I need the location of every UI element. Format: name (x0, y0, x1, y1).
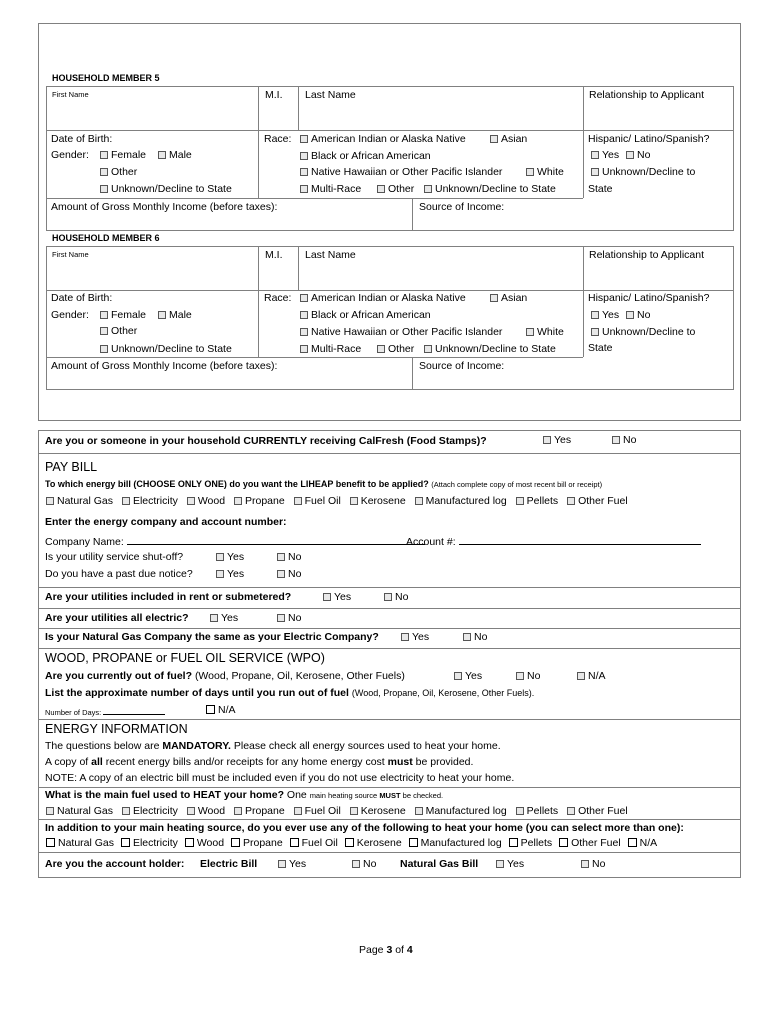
wpo-title: WOOD, PROPANE or FUEL OIL SERVICE (WPO) (45, 651, 325, 665)
addl-fuel-natural-gas[interactable]: Natural Gas (46, 837, 114, 849)
member6-hispanic-yes-checkbox[interactable]: Yes (591, 309, 619, 321)
checkbox-icon (294, 497, 302, 505)
member6-race-asian-checkbox[interactable]: Asian (490, 292, 527, 304)
checkbox-icon (454, 672, 462, 680)
member5-hispanic-state-text: State (588, 183, 613, 195)
rent-no-checkbox[interactable]: No (384, 591, 408, 603)
main-fuel-other[interactable]: Other Fuel (567, 805, 628, 817)
paybill-shutoff-yes-checkbox[interactable]: Yes (216, 551, 244, 563)
page-number: Page 3 of 4 (359, 944, 413, 956)
checkbox-icon (46, 497, 54, 505)
checkbox-icon (216, 553, 224, 561)
checkbox-icon (350, 807, 358, 815)
checkbox-icon (277, 553, 285, 561)
checkbox-icon (577, 672, 585, 680)
checkbox-icon (300, 311, 308, 319)
account-holder-question: Are you the account holder: (45, 858, 185, 870)
energy-title: ENERGY INFORMATION (45, 722, 188, 736)
member5-hispanic-no-checkbox[interactable]: No (626, 149, 650, 161)
member6-female-checkbox[interactable]: Female (100, 309, 146, 321)
member5-race-native-checkbox[interactable]: American Indian or Alaska Native (300, 133, 466, 145)
checkbox-icon (516, 497, 524, 505)
checkbox-icon (496, 860, 504, 868)
paybill-fuel-pellets[interactable]: Pellets (516, 495, 559, 507)
member6-race-multi-checkbox[interactable]: Multi-Race (300, 343, 361, 355)
paybill-pastdue-question: Do you have a past due notice? (45, 568, 193, 580)
checkbox-icon (122, 807, 130, 815)
member6-other-checkbox[interactable]: Other (100, 325, 137, 337)
checkbox-icon (100, 311, 108, 319)
checkbox-icon (187, 497, 195, 505)
checkbox-icon (100, 345, 108, 353)
addl-fuel-manufactured-log[interactable]: Manufactured log (409, 837, 502, 849)
member5-unknown-checkbox[interactable]: Unknown/Decline to State (100, 183, 232, 195)
main-fuel-natural-gas[interactable]: Natural Gas (46, 805, 113, 817)
wpo-yes-checkbox[interactable]: Yes (454, 670, 482, 682)
checkbox-icon (100, 168, 108, 176)
checkbox-icon (278, 860, 286, 868)
checkbox-icon (352, 860, 360, 868)
checkbox-icon (300, 185, 308, 193)
electric-bill-yes-checkbox[interactable]: Yes (278, 858, 306, 870)
main-fuel-fuel-oil[interactable]: Fuel Oil (294, 805, 341, 817)
checkbox-icon (323, 593, 331, 601)
member5-dob-field[interactable]: Date of Birth: (51, 133, 113, 145)
member6-last-name-field[interactable]: Last Name (305, 249, 356, 261)
checkbox-icon (409, 838, 418, 847)
rent-yes-checkbox[interactable]: Yes (323, 591, 351, 603)
member5-race-black-checkbox[interactable]: Black or African American (300, 150, 431, 162)
checkbox-icon (294, 807, 302, 815)
addl-fuel-na[interactable]: N/A (628, 837, 658, 849)
checkbox-icon (300, 135, 308, 143)
paybill-fuel-options (46, 495, 628, 507)
checkbox-icon (415, 497, 423, 505)
main-fuel-manufactured-log[interactable]: Manufactured log (415, 805, 507, 817)
paybill-pastdue-no-checkbox[interactable]: No (277, 568, 301, 580)
paybill-fuel-natural-gas[interactable]: Natural Gas (46, 495, 113, 507)
paybill-fuel-electricity[interactable]: Electricity (122, 495, 178, 507)
member6-heading: HOUSEHOLD MEMBER 6 (52, 233, 160, 243)
checkbox-icon (100, 327, 108, 335)
paybill-fuel-fuel-oil[interactable]: Fuel Oil (294, 495, 341, 507)
checkbox-icon (345, 838, 354, 847)
checkbox-icon (516, 672, 524, 680)
member5-male-checkbox[interactable]: Male (158, 149, 192, 161)
member5-female-checkbox[interactable]: Female (100, 149, 146, 161)
paybill-shutoff-no-checkbox[interactable]: No (277, 551, 301, 563)
additional-fuel-question: In addition to your main heating source, do you ever use any of the following to heat your home (you can select more than one): (45, 822, 684, 834)
member5-hispanic-label: Hispanic/ Latino/Spanish? (588, 133, 710, 145)
checkbox-icon (591, 151, 599, 159)
calfresh-yes-checkbox[interactable]: Yes (543, 434, 571, 446)
paybill-title: PAY BILL (45, 460, 98, 474)
member5-hispanic-unknown-checkbox[interactable]: Unknown/Decline to (591, 166, 695, 178)
energy-copy-text: A copy of all recent energy bills and/or receipts for any home energy cost must be provided. (45, 756, 474, 768)
paybill-fuel-kerosene[interactable]: Kerosene (350, 495, 406, 507)
member5-gender-label: Gender: (51, 149, 89, 161)
checkbox-icon (377, 185, 385, 193)
member5-race-asian-checkbox[interactable]: Asian (490, 133, 527, 145)
member5-race-white-checkbox[interactable]: White (526, 166, 564, 178)
checkbox-icon (350, 497, 358, 505)
rent-question: Are your utilities included in rent or submetered? (45, 591, 292, 603)
addl-fuel-other[interactable]: Other Fuel (559, 837, 621, 849)
member6-race-black-checkbox[interactable]: Black or African American (300, 309, 431, 321)
addl-fuel-fuel-oil[interactable]: Fuel Oil (290, 837, 338, 849)
checkbox-icon (384, 593, 392, 601)
wpo-days-field[interactable]: Number of Days: (45, 707, 165, 717)
checkbox-icon (424, 345, 432, 353)
member5-race-hawaiian-checkbox[interactable]: Native Hawaiian or Other Pacific Islander (300, 166, 502, 178)
checkbox-icon (231, 838, 240, 847)
paybill-company-name-field[interactable]: Company Name: (45, 535, 425, 548)
checkbox-icon (206, 705, 215, 714)
energy-mandatory-text: The questions below are MANDATORY. Please check all energy sources used to heat your home. (45, 740, 501, 752)
member6-unknown-checkbox[interactable]: Unknown/Decline to State (100, 343, 232, 355)
paybill-shutoff-question: Is your utility service shut-off? (45, 551, 184, 563)
all-electric-yes-checkbox[interactable]: Yes (210, 612, 238, 624)
checkbox-icon (612, 436, 620, 444)
member6-source-field[interactable]: Source of Income: (419, 360, 505, 372)
checkbox-icon (567, 807, 575, 815)
member5-source-field[interactable]: Source of Income: (419, 201, 505, 213)
all-electric-no-checkbox[interactable]: No (277, 612, 301, 624)
main-fuel-options (46, 805, 628, 817)
main-fuel-question: What is the main fuel used to HEAT your home? One main heating source MUST be checked. (45, 789, 444, 801)
member6-hispanic-unknown-checkbox[interactable]: Unknown/Decline to (591, 326, 695, 338)
main-fuel-propane[interactable]: Propane (234, 805, 285, 817)
checkbox-icon (401, 633, 409, 641)
paybill-question: To which energy bill (CHOOSE ONLY ONE) do you want the LIHEAP benefit to be applied? (Attach complete copy of most recent bill or receipt) (45, 479, 603, 489)
calfresh-no-checkbox[interactable]: No (612, 434, 636, 446)
member6-race-unknown-checkbox[interactable]: Unknown/Decline to State (424, 343, 556, 355)
checkbox-icon (626, 311, 634, 319)
member6-gender-label: Gender: (51, 309, 89, 321)
checkbox-icon (591, 168, 599, 176)
additional-fuel-options (46, 837, 657, 849)
checkbox-icon (581, 860, 589, 868)
checkbox-icon (277, 614, 285, 622)
member5-heading: HOUSEHOLD MEMBER 5 (52, 73, 160, 83)
energy-note-text: NOTE: A copy of an electric bill must be included even if you do not use electricity to heat your home. (45, 772, 515, 784)
addl-fuel-kerosene[interactable]: Kerosene (345, 837, 402, 849)
checkbox-icon (591, 328, 599, 336)
checkbox-icon (526, 168, 534, 176)
checkbox-icon (216, 570, 224, 578)
checkbox-icon (463, 633, 471, 641)
gas-bill-no-checkbox[interactable]: No (581, 858, 605, 870)
checkbox-icon (526, 328, 534, 336)
electric-bill-no-checkbox[interactable]: No (352, 858, 376, 870)
checkbox-icon (122, 497, 130, 505)
checkbox-icon (490, 294, 498, 302)
checkbox-icon (300, 168, 308, 176)
member6-income-field[interactable]: Amount of Gross Monthly Income (before taxes): (51, 360, 278, 372)
checkbox-icon (46, 838, 55, 847)
checkbox-icon (185, 838, 194, 847)
calfresh-question: Are you or someone in your household CURRENTLY receiving CalFresh (Food Stamps)? (45, 435, 487, 447)
gas-bill-yes-checkbox[interactable]: Yes (496, 858, 524, 870)
checkbox-icon (591, 311, 599, 319)
checkbox-icon (516, 807, 524, 815)
member5-last-name-field[interactable]: Last Name (305, 89, 356, 101)
checkbox-icon (300, 294, 308, 302)
checkbox-icon (210, 614, 218, 622)
checkbox-icon (377, 345, 385, 353)
member6-race-hawaiian-checkbox[interactable]: Native Hawaiian or Other Pacific Islander (300, 326, 502, 338)
same-company-no-checkbox[interactable]: No (463, 631, 487, 643)
member5-other-checkbox[interactable]: Other (100, 166, 137, 178)
member5-relationship-field[interactable]: Relationship to Applicant (589, 89, 704, 101)
main-fuel-wood[interactable]: Wood (187, 805, 225, 817)
checkbox-icon (490, 135, 498, 143)
addl-fuel-electricity[interactable]: Electricity (121, 837, 178, 849)
all-electric-question: Are your utilities all electric? (45, 612, 189, 624)
checkbox-icon (415, 807, 423, 815)
addl-fuel-wood[interactable]: Wood (185, 837, 224, 849)
member5-mi-field[interactable]: M.I. (265, 89, 283, 101)
member5-race-label: Race: (264, 133, 292, 145)
checkbox-icon (158, 151, 166, 159)
checkbox-icon (300, 328, 308, 336)
checkbox-icon (234, 497, 242, 505)
paybill-fuel-manufactured-log[interactable]: Manufactured log (415, 495, 507, 507)
member6-first-name-field[interactable]: First Name (52, 250, 89, 259)
checkbox-icon (158, 311, 166, 319)
checkbox-icon (234, 807, 242, 815)
member5-race-unknown-checkbox[interactable]: Unknown/Decline to State (424, 183, 556, 195)
wpo-out-of-fuel-question: Are you currently out of fuel? (Wood, Propane, Oil, Kerosene, Other Fuels) (45, 670, 405, 682)
member6-race-label: Race: (264, 292, 292, 304)
paybill-pastdue-yes-checkbox[interactable]: Yes (216, 568, 244, 580)
paybill-fuel-wood[interactable]: Wood (187, 495, 225, 507)
checkbox-icon (424, 185, 432, 193)
checkbox-icon (567, 497, 575, 505)
checkbox-icon (121, 838, 130, 847)
member5-race-multi-checkbox[interactable]: Multi-Race (300, 183, 361, 195)
member6-race-white-checkbox[interactable]: White (526, 326, 564, 338)
member5-hispanic-yes-checkbox[interactable]: Yes (591, 149, 619, 161)
paybill-account-field[interactable]: Account #: (406, 535, 701, 548)
checkbox-icon (628, 838, 637, 847)
checkbox-icon (277, 570, 285, 578)
paybill-fuel-other[interactable]: Other Fuel (567, 495, 628, 507)
wpo-days-na-checkbox[interactable]: N/A (206, 704, 236, 716)
member6-male-checkbox[interactable]: Male (158, 309, 192, 321)
electric-bill-label: Electric Bill (200, 858, 258, 870)
checkbox-icon (187, 807, 195, 815)
checkbox-icon (543, 436, 551, 444)
wpo-na-checkbox[interactable]: N/A (577, 670, 606, 682)
gas-bill-label: Natural Gas Bill (400, 858, 479, 870)
addl-fuel-pellets[interactable]: Pellets (509, 837, 553, 849)
member5-first-name-field[interactable]: First Name (52, 90, 89, 99)
paybill-fuel-propane[interactable]: Propane (234, 495, 285, 507)
checkbox-icon (300, 345, 308, 353)
member5-race-other-checkbox[interactable]: Other (377, 183, 414, 195)
checkbox-icon (300, 152, 308, 160)
checkbox-icon (100, 151, 108, 159)
checkbox-icon (46, 807, 54, 815)
main-fuel-kerosene[interactable]: Kerosene (350, 805, 406, 817)
checkbox-icon (509, 838, 518, 847)
wpo-days-question: List the approximate number of days until you run out of fuel (Wood, Propane, Oil, Kerosene, Other Fuels). (45, 687, 535, 699)
wpo-no-checkbox[interactable]: No (516, 670, 540, 682)
member6-hispanic-state-text: State (588, 342, 613, 354)
paybill-enter-company: Enter the energy company and account number: (45, 516, 287, 528)
addl-fuel-propane[interactable]: Propane (231, 837, 283, 849)
same-company-yes-checkbox[interactable]: Yes (401, 631, 429, 643)
member6-hispanic-no-checkbox[interactable]: No (626, 309, 650, 321)
member6-relationship-field[interactable]: Relationship to Applicant (589, 249, 704, 261)
checkbox-icon (626, 151, 634, 159)
member5-income-field[interactable]: Amount of Gross Monthly Income (before taxes): (51, 201, 278, 213)
main-fuel-pellets[interactable]: Pellets (516, 805, 559, 817)
checkbox-icon (559, 838, 568, 847)
member6-hispanic-label: Hispanic/ Latino/Spanish? (588, 292, 710, 304)
checkbox-icon (290, 838, 299, 847)
checkbox-icon (100, 185, 108, 193)
main-fuel-electricity[interactable]: Electricity (122, 805, 178, 817)
member6-dob-field[interactable]: Date of Birth: (51, 292, 113, 304)
same-company-question: Is your Natural Gas Company the same as your Electric Company? (45, 631, 379, 643)
member6-race-other-checkbox[interactable]: Other (377, 343, 414, 355)
member6-race-native-checkbox[interactable]: American Indian or Alaska Native (300, 292, 466, 304)
member6-mi-field[interactable]: M.I. (265, 249, 283, 261)
